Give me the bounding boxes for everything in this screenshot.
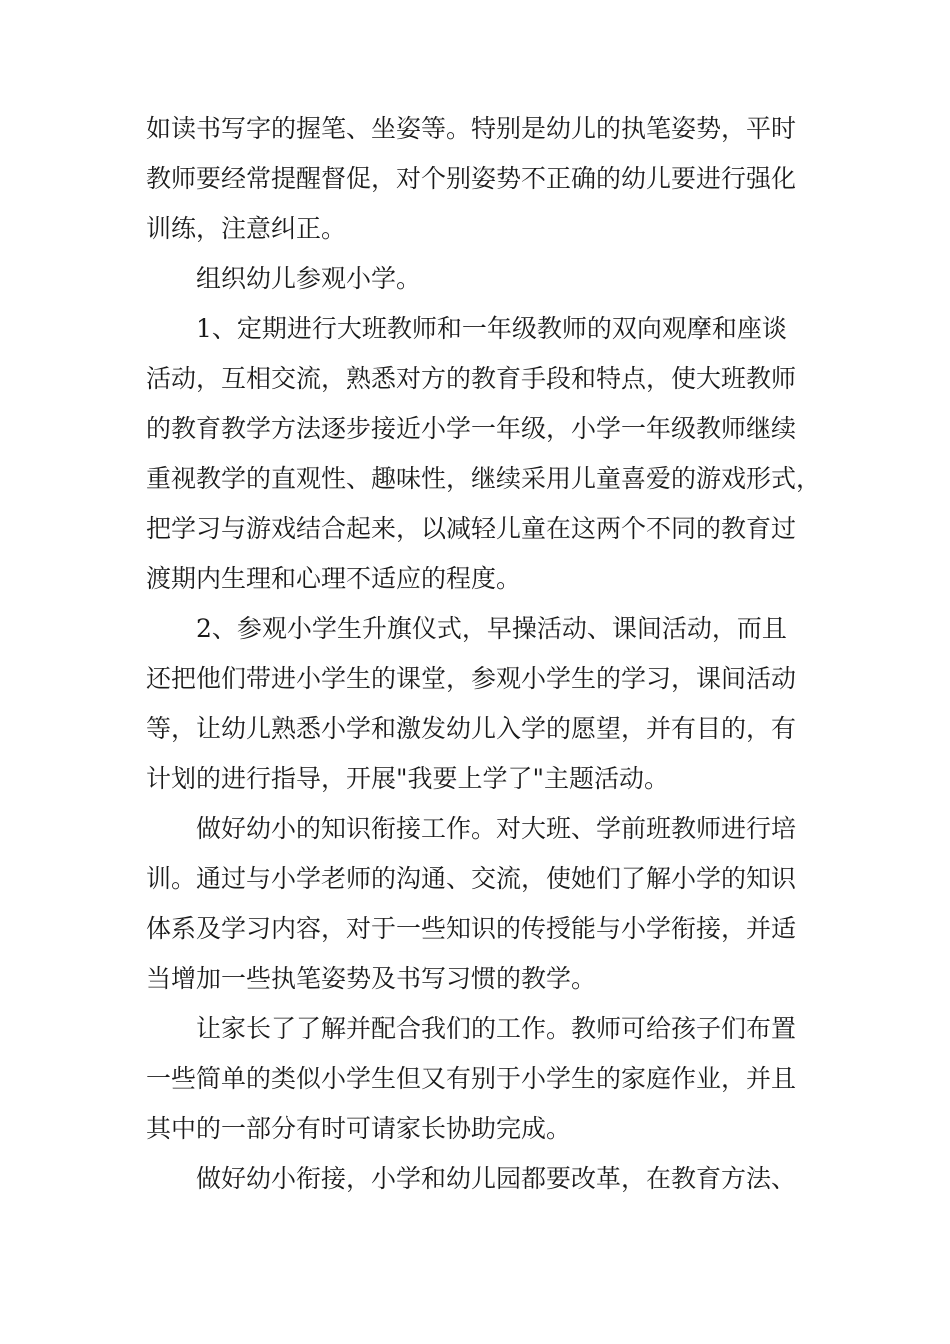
- text-line-19: 让家长了了解并配合我们的工作。教师可给孩子们布置: [196, 1014, 797, 1043]
- text-line-14: 计划的进行指导，开展"我要上学了"主题活动。: [146, 764, 669, 793]
- text-line-21: 其中的一部分有时可请家长协助完成。: [146, 1114, 572, 1143]
- text-line-1: 如读书写字的握笔、坐姿等。特别是幼儿的执笔姿势，平时: [146, 114, 797, 143]
- text-line-17: 体系及学习内容，对于一些知识的传授能与小学衔接，并适: [146, 914, 797, 943]
- text-line-12: 还把他们带进小学生的课堂，参观小学生的学习，课间活动: [146, 664, 797, 693]
- text-line-13: 等，让幼儿熟悉小学和激发幼儿入学的愿望，并有目的，有: [146, 714, 797, 743]
- text-line-3: 训练，注意纠正。: [146, 214, 347, 243]
- text-line-18: 当增加一些执笔姿势及书写习惯的教学。: [146, 964, 597, 993]
- text-line-22: 做好幼小衔接，小学和幼儿园都要改革，在教育方法、: [196, 1164, 797, 1193]
- text-line-11: 2、参观小学生升旗仪式，早操活动、课间活动，而且: [196, 614, 787, 643]
- document-body: [146, 104, 826, 1204]
- text-line-2: 教师要经常提醒督促，对个别姿势不正确的幼儿要进行强化: [146, 164, 797, 193]
- text-line-4: 组织幼儿参观小学。: [196, 264, 422, 293]
- text-line-16: 训。通过与小学老师的沟通、交流，使她们了解小学的知识: [146, 864, 797, 893]
- text-line-5: 1、定期进行大班教师和一年级教师的双向观摩和座谈: [196, 314, 787, 343]
- text-line-9: 把学习与游戏结合起来，以减轻儿童在这两个不同的教育过: [146, 514, 797, 543]
- text-line-8: 重视教学的直观性、趣味性，继续采用儿童喜爱的游戏形式，: [146, 464, 822, 493]
- text-line-20: 一些简单的类似小学生但又有别于小学生的家庭作业，并且: [146, 1064, 797, 1093]
- text-line-10: 渡期内生理和心理不适应的程度。: [146, 564, 522, 593]
- text-line-15: 做好幼小的知识衔接工作。对大班、学前班教师进行培: [196, 814, 797, 843]
- text-line-6: 活动，互相交流，熟悉对方的教育手段和特点，使大班教师: [146, 364, 797, 393]
- text-line-7: 的教育教学方法逐步接近小学一年级，小学一年级教师继续: [146, 414, 797, 443]
